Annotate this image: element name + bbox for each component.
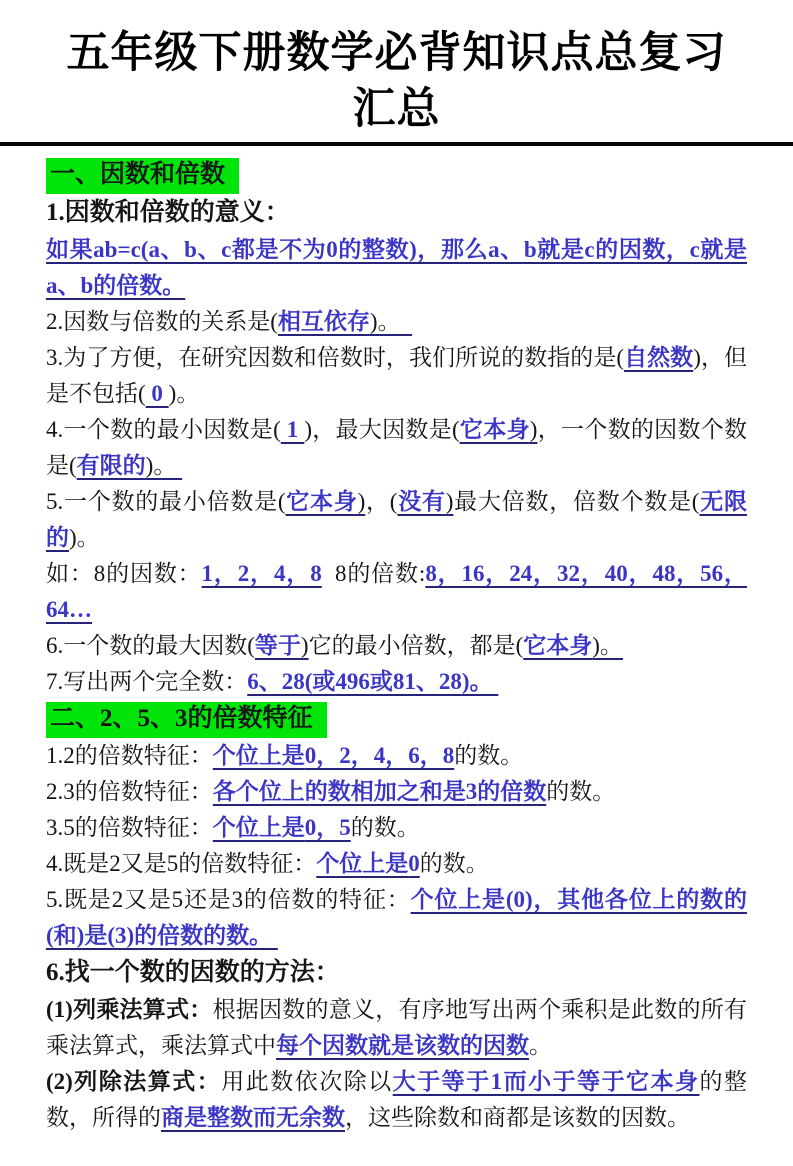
text-run: 二、2、5、3的倍数特征 bbox=[50, 705, 313, 732]
highlighted-heading-text bbox=[46, 158, 239, 194]
text-run: 8，16，24，32，40，48，56，64… bbox=[46, 561, 748, 622]
page-title: 五年级下册数学必背知识点总复习汇总 bbox=[66, 30, 727, 133]
text-run: ，( bbox=[365, 489, 398, 514]
text-run: 一、因数和倍数 bbox=[50, 161, 226, 188]
text-run: 个位上是 bbox=[212, 815, 305, 840]
paragraph bbox=[46, 484, 747, 556]
text-run: 81、28 bbox=[392, 669, 462, 694]
section-heading bbox=[46, 156, 747, 194]
highlighted-heading-text bbox=[46, 702, 327, 738]
subsection-heading bbox=[46, 194, 747, 232]
paragraph bbox=[46, 810, 747, 846]
text-run: (2)列除法算式： bbox=[46, 1069, 222, 1094]
text-run: ) bbox=[529, 417, 538, 442]
paragraph bbox=[46, 340, 747, 412]
text-run: )。 bbox=[145, 453, 183, 478]
text-run: )。 bbox=[369, 309, 413, 334]
text-run: 无限的 bbox=[46, 489, 747, 550]
text-run: 或 bbox=[312, 669, 336, 694]
text-run: )。 bbox=[69, 525, 100, 550]
text-run: ，一个数的因数个数是( bbox=[46, 417, 748, 478]
text-run: 4.一个数的最小因数是( bbox=[46, 417, 281, 442]
text-run: 它本身 bbox=[523, 633, 593, 658]
text-run: 的倍数 bbox=[477, 779, 547, 804]
text-run: 它本身 bbox=[459, 417, 530, 442]
paragraph bbox=[46, 628, 747, 664]
text-run: 6.一个数的最大因数( bbox=[46, 633, 255, 658]
text-run: 0，5 bbox=[304, 815, 351, 840]
text-run: 它的最小倍数，都是( bbox=[308, 633, 524, 658]
text-run: 个位上是(0)，其他各位上的数的(和)是(3)的倍数的数。 bbox=[46, 887, 747, 948]
paragraph bbox=[46, 304, 747, 340]
text-run: 6.找一个数的因数的方法： bbox=[46, 959, 340, 986]
text-run: 根据因数的意义，有序地写出两个乘积是此数的所有乘法算式，乘法算式中 bbox=[46, 997, 748, 1058]
text-run: 6、28( bbox=[247, 669, 313, 694]
text-run: ) bbox=[445, 489, 454, 514]
text-run: (1)列乘法算式： bbox=[46, 997, 213, 1022]
paragraph bbox=[46, 774, 747, 810]
text-run: 个位上是 bbox=[212, 743, 305, 768]
text-run: 的数。 bbox=[454, 743, 524, 768]
text-run: 的整数，所得的 bbox=[46, 1069, 748, 1130]
text-run: ) bbox=[300, 633, 309, 658]
title-divider bbox=[0, 142, 793, 146]
text-run: 它本身 bbox=[285, 489, 358, 514]
text-run: 自然数 bbox=[624, 345, 694, 370]
paragraph bbox=[46, 232, 747, 304]
text-run: 1，2，4，8 bbox=[201, 561, 322, 586]
text-run: 1 bbox=[280, 417, 305, 442]
paragraph bbox=[46, 882, 747, 954]
text-run: 4.既是2又是5的倍数特征： bbox=[46, 851, 317, 876]
text-run: 如：8的因数： bbox=[46, 561, 202, 586]
text-run: ，这些除数和商都是该数的因数。 bbox=[345, 1105, 690, 1130]
text-run: 496 bbox=[335, 669, 370, 694]
paragraph bbox=[46, 738, 747, 774]
document-body bbox=[46, 156, 747, 1136]
text-run: 3 bbox=[465, 779, 478, 804]
text-run: 。 bbox=[529, 1033, 552, 1058]
paragraph bbox=[46, 846, 747, 882]
text-run: 相互依存 bbox=[277, 309, 370, 334]
text-run: 2.因数与倍数的关系是( bbox=[46, 309, 278, 334]
text-run: )，但是不包括( bbox=[46, 345, 747, 406]
subsection-heading bbox=[46, 954, 747, 992]
text-run: ) bbox=[357, 489, 366, 514]
text-run: 7.写出两个完全数： bbox=[46, 669, 248, 694]
text-run: 有限的 bbox=[76, 453, 146, 478]
text-run: 1.因数和倍数的意义： bbox=[46, 199, 290, 226]
text-run: 0 bbox=[145, 381, 169, 406]
text-run: 各个位上的数相加之和是 bbox=[212, 779, 466, 804]
text-run: 等于 bbox=[254, 633, 301, 658]
text-run: )。 bbox=[168, 381, 200, 406]
text-run: 3.为了方便，在研究因数和倍数时，我们所说的数指的是( bbox=[46, 345, 625, 370]
text-run: 的数。 bbox=[350, 815, 420, 840]
text-run: 每个因数就是该数的因数 bbox=[276, 1033, 529, 1058]
text-run: 个位上是 bbox=[316, 851, 409, 876]
text-run: 用此数依次除以 bbox=[221, 1069, 393, 1094]
text-run: )，最大因数是( bbox=[304, 417, 460, 442]
text-run: 2.3的倍数特征： bbox=[46, 779, 213, 804]
text-run: )。 bbox=[461, 669, 499, 694]
text-run: 1.2的倍数特征： bbox=[46, 743, 213, 768]
text-run: 或 bbox=[369, 669, 393, 694]
paragraph bbox=[46, 412, 747, 484]
text-run: 商是整数而无余数 bbox=[161, 1105, 345, 1130]
text-run: 的数。 bbox=[419, 851, 489, 876]
text-run: 大于等于1而小于等于它本身 bbox=[392, 1069, 700, 1094]
paragraph bbox=[46, 556, 747, 628]
text-run: 如果ab=c(a、b、c都是不为0的整数)，那么a、b就是c的因数，c就是a、b的倍数。 bbox=[46, 237, 747, 298]
text-run: 最大倍数，倍数个数是( bbox=[453, 489, 700, 514]
text-run: 8的倍数: bbox=[321, 561, 426, 586]
text-run: 3.5的倍数特征： bbox=[46, 815, 213, 840]
paragraph bbox=[46, 992, 747, 1064]
text-run: 5.一个数的最小倍数是( bbox=[46, 489, 286, 514]
paragraph bbox=[46, 1064, 747, 1136]
section-heading bbox=[46, 700, 747, 738]
text-run: 0 bbox=[408, 851, 420, 876]
text-run: 的数。 bbox=[546, 779, 616, 804]
text-run: )。 bbox=[592, 633, 623, 658]
text-run: 0，2，4，6，8 bbox=[304, 743, 455, 768]
text-run: 5.既是2又是5还是3的倍数的特征： bbox=[46, 887, 411, 912]
paragraph bbox=[46, 664, 747, 700]
text-run: 没有 bbox=[397, 489, 446, 514]
